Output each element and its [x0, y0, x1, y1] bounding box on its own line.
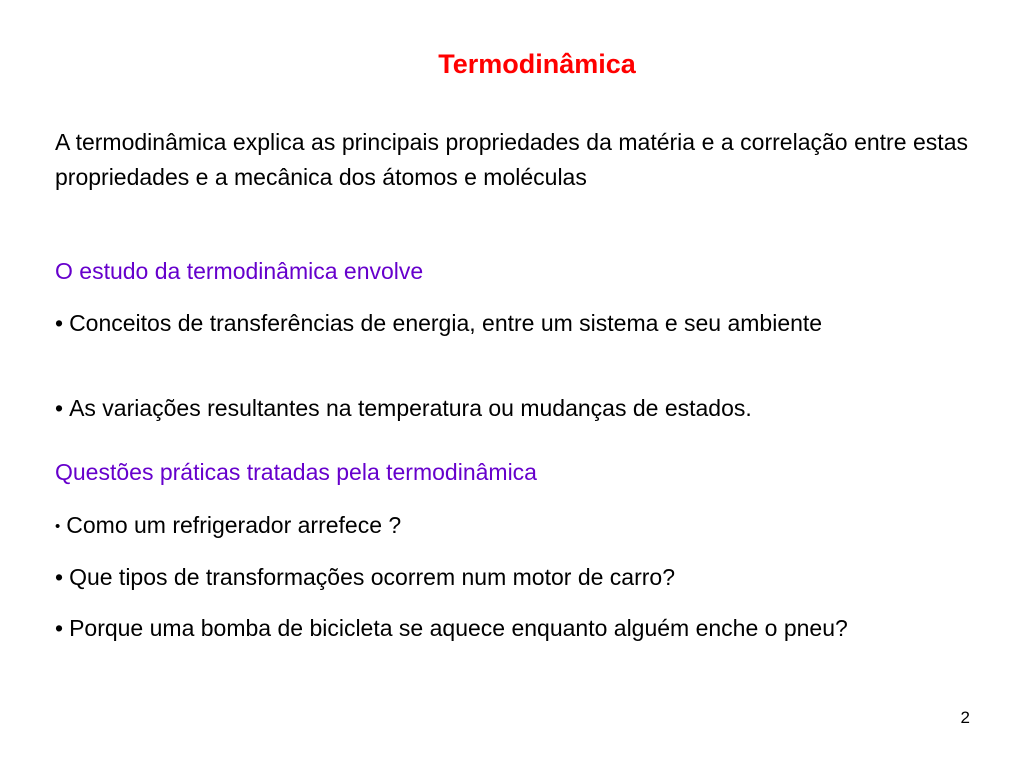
bullet-icon: • [55, 615, 64, 641]
bullet-icon: • [55, 518, 61, 535]
bullet-icon: • [55, 310, 64, 336]
bullet-text: Porque uma bomba de bicicleta se aquece enquanto alguém enche o pneu? [69, 615, 848, 641]
page-number: 2 [960, 708, 970, 727]
section-heading-questions: Questões práticas tratadas pela termodinâmica [55, 459, 537, 485]
bullet-text: Que tipos de transformações ocorrem num motor de carro? [69, 564, 675, 590]
bullet-item [55, 508, 968, 544]
bullet-item [55, 306, 968, 341]
intro-paragraph: A termodinâmica explica as principais propriedades da matéria e a correlação entre estas propriedades e a mecânica dos átomos e moléculas [55, 129, 968, 190]
bullet-item [55, 560, 968, 595]
bullet-text: As variações resultantes na temperatura ou mudanças de estados. [69, 395, 752, 421]
bullet-item [55, 391, 968, 426]
bullet-item [55, 611, 977, 646]
slide-title: Termodinâmica [438, 49, 636, 79]
bullet-text: Conceitos de transferências de energia, entre um sistema e seu ambiente [69, 310, 823, 336]
bullet-icon: • [55, 395, 64, 421]
section-heading-study: O estudo da termodinâmica envolve [55, 258, 424, 284]
bullet-icon: • [55, 564, 64, 590]
bullet-text: Como um refrigerador arrefece ? [66, 512, 402, 538]
